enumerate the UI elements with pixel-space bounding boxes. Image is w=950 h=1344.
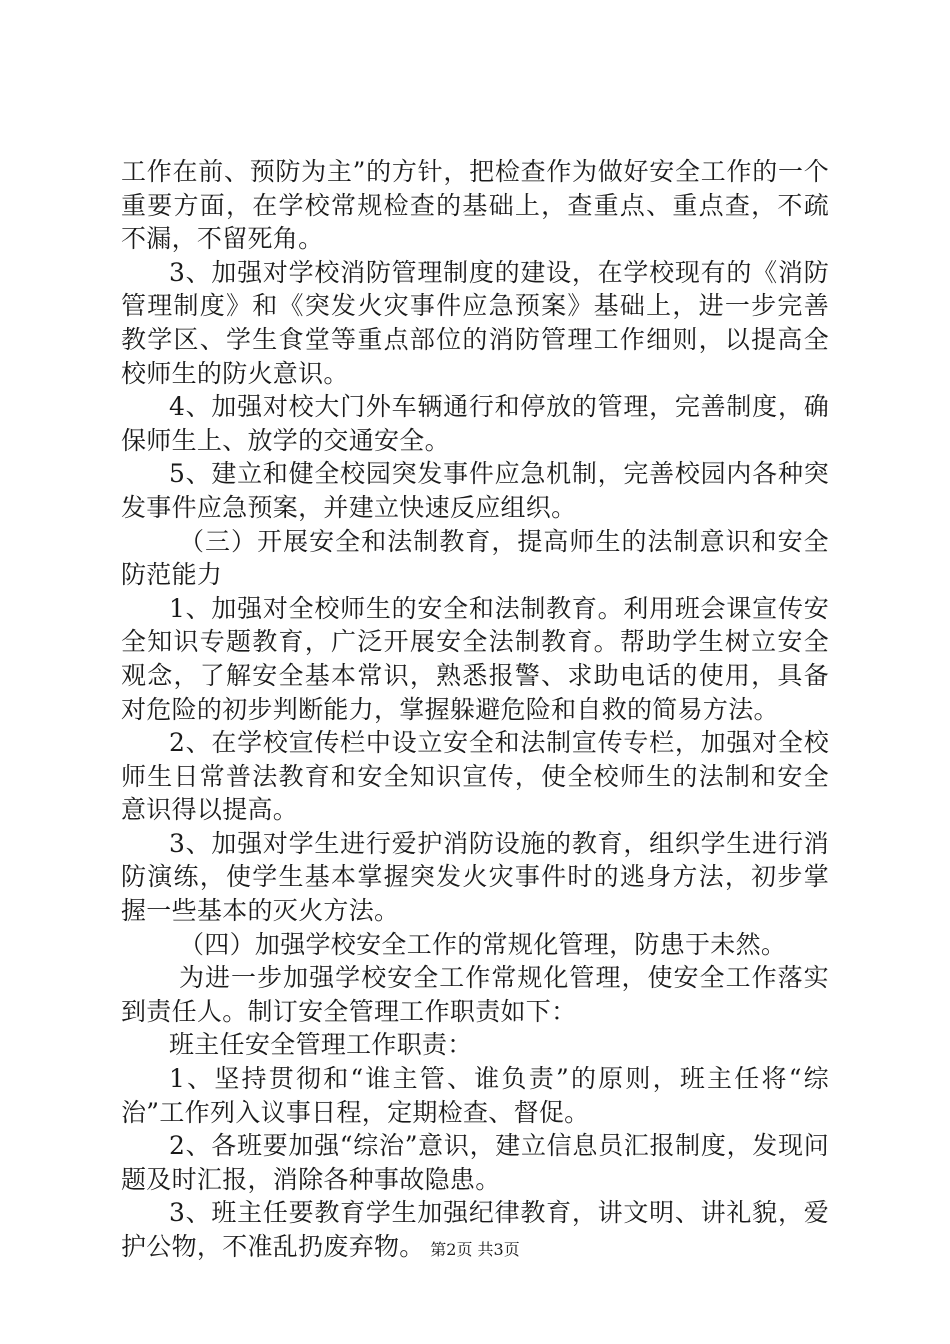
section-heading-3: （三）开展安全和法制教育，提高师生的法制意识和安全防范能力	[121, 526, 829, 590]
section-heading-4: （四）加强学校安全工作的常规化管理，防患于未然。	[179, 929, 787, 959]
page-number-label: 第2页 共3页	[430, 1240, 520, 1259]
paragraph-duty-2: 2、各班要加强“综治”意识，建立信息员汇报制度，发现问题及时汇报，消除各种事故隐患。	[121, 1131, 829, 1194]
paragraph-intro-duties: 为进一步加强学校安全工作常规化管理，使安全工作落实到责任人。制订安全管理工作职责如下：	[121, 963, 829, 1026]
paragraph-item-4-traffic: 4、加强对校大门外车辆通行和停放的管理，完善制度，确保师生上、放学的交通安全。	[121, 392, 829, 455]
paragraph-item-5-emergency: 5、建立和健全校园突发事件应急机制，完善校园内各种突发事件应急预案，并建立快速反应组织。	[121, 459, 829, 522]
paragraph-duty-3: 3、班主任要教育学生加强纪律教育，讲文明、讲礼貌，爱护公物，不准乱扔废弃物。	[121, 1198, 829, 1261]
document-body	[121, 155, 829, 1264]
paragraph-item-1-education: 1、加强对全校师生的安全和法制教育。利用班会课宣传安全知识专题教育，广泛开展安全法制教育。帮助学生树立安全观念，了解安全基本常识，熟悉报警、求助电话的使用，具备对危险的初步判断能力，掌握躲避危险和自救的简易方法。	[121, 593, 829, 724]
paragraph-item-2-publicity: 2、在学校宣传栏中设立安全和法制宣传专栏，加强对全校师生日常普法教育和安全知识宣传，使全校师生的法制和安全意识得以提高。	[121, 728, 829, 825]
paragraph-continuation: 工作在前、预防为主”的方针，把检查作为做好安全工作的一个重要方面，在学校常规检查的基础上，查重点、重点查，不疏不漏，不留死角。	[121, 157, 829, 254]
subheading-teacher-duties: 班主任安全管理工作职责：	[169, 1030, 473, 1060]
paragraph-item-3-drill: 3、加强对学生进行爱护消防设施的教育，组织学生进行消防演练，使学生基本掌握突发火灾事件时的逃身方法，初步掌握一些基本的灭火方法。	[121, 828, 829, 926]
page-footer	[0, 1237, 950, 1260]
paragraph-duty-1: 1、坚持贯彻和“谁主管、谁负责”的原则，班主任将“综治”工作列入议事日程，定期检查、督促。	[121, 1064, 829, 1127]
paragraph-item-3-fire: 3、加强对学校消防管理制度的建设，在学校现有的《消防管理制度》和《突发火灾事件应急预案》基础上，进一步完善教学区、学生食堂等重点部位的消防管理工作细则，以提高全校师生的防火意识。	[121, 257, 829, 388]
